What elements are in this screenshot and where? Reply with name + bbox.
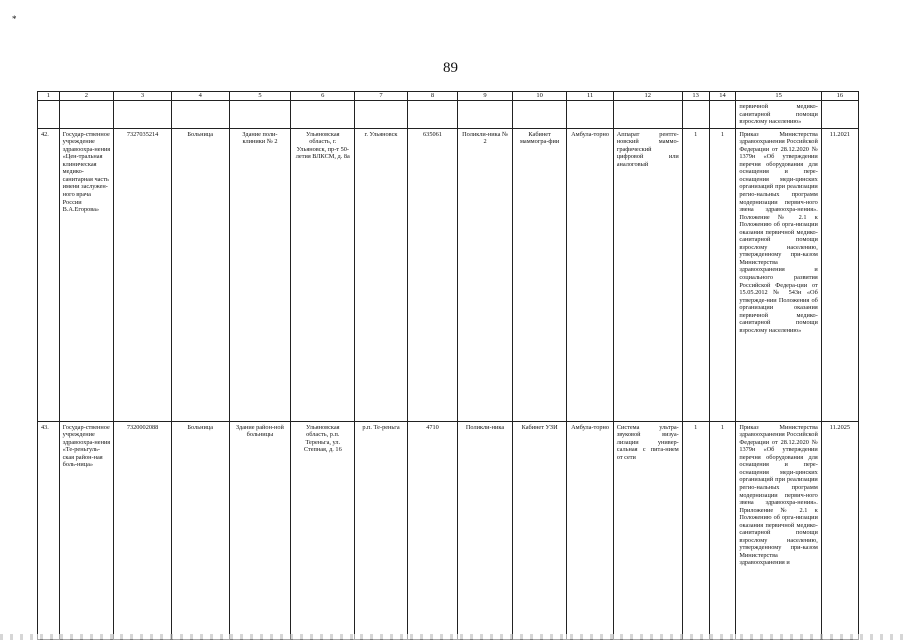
cabinet-cell: Кабинет УЗИ xyxy=(512,421,567,639)
column-number: 4 xyxy=(171,92,229,101)
continuation-row xyxy=(38,101,859,129)
quantity-cell: 1 xyxy=(709,421,736,639)
basis-cell: Приказ Министерства здравоохранения Российской Федерации от 28.12.2020 № 1379н «Об утверждении перечня оборудования для оснащения и пере-оснащения меди-цинских организаций при реализации регио-нальных программ модернизации первич-ного звена здравоохра-нения». Приложение № 2.1 к Положению об орга-низации оказания первичной медико-санитарной помощи взрослому населению, утвержденному при-казом Министерства здравоохранения и xyxy=(736,421,821,639)
column-number: 9 xyxy=(458,92,513,101)
row-number: 43. xyxy=(38,421,60,639)
table-row xyxy=(38,128,859,421)
address-cell: Ульяновская область, р.п. Тереньга, ул. Степная, д. 16 xyxy=(291,421,355,639)
basis-cell: первичной медико-санитарной помощи взрослому населению» xyxy=(736,101,821,129)
inn-cell: 7320002088 xyxy=(114,421,172,639)
column-number: 10 xyxy=(512,92,567,101)
column-number: 6 xyxy=(291,92,355,101)
column-number: 5 xyxy=(229,92,291,101)
column-number: 13 xyxy=(682,92,709,101)
scan-edge xyxy=(0,634,905,640)
equipment-table xyxy=(37,91,859,640)
page-number: 89 xyxy=(443,60,458,76)
building-cell: Здание поли-клиники № 2 xyxy=(229,128,291,421)
date-cell: 11.2021 xyxy=(821,128,858,421)
row-number: 42. xyxy=(38,128,60,421)
column-number: 3 xyxy=(114,92,172,101)
date-cell: 11.2025 xyxy=(821,421,858,639)
division-cell: Поликли-ника № 2 xyxy=(458,128,513,421)
page-mark: * xyxy=(12,14,17,24)
quantity-cell: 1 xyxy=(709,128,736,421)
quantity-cell: 1 xyxy=(682,421,709,639)
settlement-cell: г. Ульяновск xyxy=(355,128,408,421)
table-row xyxy=(38,421,859,639)
population-cell: 4710 xyxy=(407,421,457,639)
basis-cell: Приказ Министерства здравоохранения Российской Федерации от 28.12.2020 № 1379н «Об утверждении перечня оборудования для оснащения и пере-оснащения меди-цинских организаций при реализации регио-нальных программ модернизации первич-ного звена здравоохра-нения». Положение № 2.1 к Положению об орга-низации оказания первичной медико-санитарной помощи взрослому населению, утвержденному при-казом Министерства здравоохранения и социального развития Российской Федера-ции от 15.05.2012 № 543н «Об утвержде-нии Положения об организации оказания первичной медико-санитарной помощи взрослому населению» xyxy=(736,128,821,421)
organization-cell: Государ-ственное учреждение здравоохра-нения «Те-реньгуль-ская район-ная боль-ница» xyxy=(59,421,114,639)
care-cell: Амбула-торно xyxy=(567,421,613,639)
column-number: 2 xyxy=(59,92,114,101)
equipment-cell: Аппарат рентге-новский маммо-графический цифровой или аналоговый xyxy=(613,128,682,421)
column-number: 16 xyxy=(821,92,858,101)
address-cell: Ульяновская область, г. Ульяновск, пр-т 50-летия ВЛКСМ, д. 8а xyxy=(291,128,355,421)
column-number: 14 xyxy=(709,92,736,101)
type-cell: Больница xyxy=(171,421,229,639)
column-number: 8 xyxy=(407,92,457,101)
quantity-cell: 1 xyxy=(682,128,709,421)
equipment-cell: Система ультра-звуковой визуа-лизации универ-сальная с пита-нием от сети xyxy=(613,421,682,639)
column-number-row xyxy=(38,92,859,101)
organization-cell: Государ-ственное учреждение здравоохра-нения «Цен-тральная клиническая медико-санитарная часть имени заслужен-ного врача России В.А.Егорова» xyxy=(59,128,114,421)
settlement-cell: р.п. Те-реньга xyxy=(355,421,408,639)
division-cell: Поликли-ника xyxy=(458,421,513,639)
cabinet-cell: Кабинет маммогра-фии xyxy=(512,128,567,421)
inn-cell: 7327035214 xyxy=(114,128,172,421)
type-cell: Больница xyxy=(171,128,229,421)
column-number: 15 xyxy=(736,92,821,101)
building-cell: Здание район-ной больницы xyxy=(229,421,291,639)
column-number: 7 xyxy=(355,92,408,101)
care-cell: Амбула-торно xyxy=(567,128,613,421)
column-number: 12 xyxy=(613,92,682,101)
column-number: 1 xyxy=(38,92,60,101)
column-number: 11 xyxy=(567,92,613,101)
population-cell: 635061 xyxy=(407,128,457,421)
